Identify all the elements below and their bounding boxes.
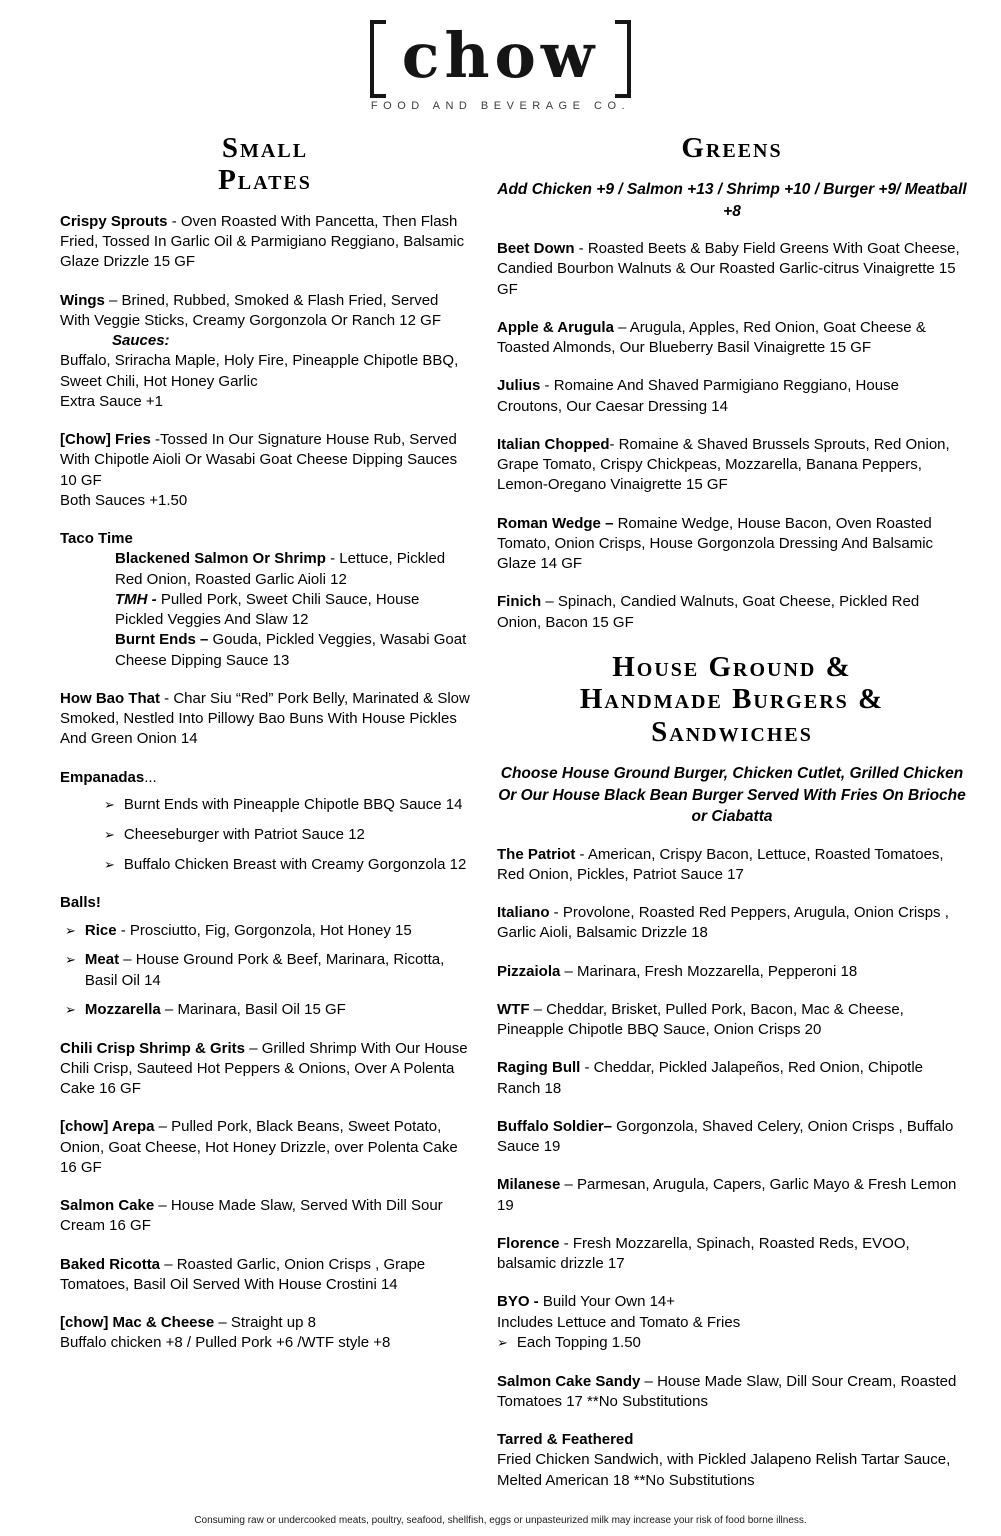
menu-item-line (60, 291, 470, 332)
menu-item-desc: – House Made Slaw, Dill Sour Cream, Roasted Tomatoes 17 **No Substitutions (497, 1372, 957, 1410)
menu-item-name: BYO - (497, 1293, 539, 1311)
menu-item (115, 630, 470, 671)
menu-item (60, 291, 470, 413)
menu-item (497, 514, 967, 575)
menu-item-line (497, 376, 967, 417)
bullet-item-name: Rice (84, 921, 117, 939)
logo-mark (0, 20, 1001, 98)
menu-item-line (497, 514, 967, 575)
menu-item-line (497, 1058, 967, 1099)
menu-item-desc: - Lettuce, Pickled Red Onion, Roasted Garlic Aioli 12 (115, 550, 446, 588)
bullet-item-name: Meat (84, 951, 120, 969)
menu-item-name: Buffalo Soldier– (497, 1117, 613, 1135)
menu-item-line (60, 430, 470, 491)
menu-item-desc: - Provolone, Roasted Red Peppers, Arugula, Onion Crisps , Garlic Aioli, Balsamic Drizzle 18 (497, 904, 949, 942)
menu-item-desc: Build Your Own 14+ (538, 1293, 676, 1311)
bullet-item (104, 825, 470, 846)
menu-item-name: Crispy Sprouts (60, 212, 168, 230)
menu-item (115, 549, 470, 590)
menu-item-subline: Includes Lettuce and Tomato & Fries (497, 1313, 741, 1331)
menu-item-name: [Chow] Fries (60, 431, 151, 449)
menu-item-name: Tarred & Feathered (497, 1431, 634, 1449)
menu-item (497, 376, 967, 417)
menu-item-name: Burnt Ends – (115, 631, 209, 649)
menu-item-line (497, 318, 967, 359)
menu-item (60, 1117, 470, 1178)
section-burgers-sandwiches (497, 651, 967, 1491)
arrow-bullet-icon: ➢ (65, 1001, 76, 1017)
menu-item (60, 529, 470, 671)
menu-item-name: Raging Bull (497, 1059, 581, 1077)
menu-item-name: Italiano (497, 904, 550, 921)
menu-item-subline: Extra Sauce +1 (60, 392, 163, 410)
menu-item-name: Empanadas (60, 768, 145, 786)
bullet-item-name: Mozzarella (84, 1000, 161, 1018)
menu-item-desc: – Straight up 8 (214, 1314, 316, 1332)
logo-word: chow (401, 19, 600, 92)
menu-item (60, 768, 470, 876)
menu-item (497, 1000, 967, 1041)
arrow-bullet-icon: ➢ (104, 856, 115, 872)
menu-item-name: Finich (497, 593, 542, 611)
menu-item (60, 212, 470, 273)
menu-item-name: Italian Chopped (497, 435, 610, 453)
bullet-item-text: Cheeseburger with Patriot Sauce 12 (123, 825, 365, 843)
menu-item-line (497, 1372, 967, 1413)
menu-item (60, 1255, 470, 1296)
menu-item (497, 903, 967, 944)
menu-item-line (497, 1117, 967, 1158)
bullet-item-text (85, 950, 470, 991)
menu-item-name: Milanese (497, 1176, 561, 1194)
menu-item-desc: – Marinara, Fresh Mozzarella, Pepperoni 18 (560, 962, 858, 980)
menu-item-line (497, 435, 967, 496)
bullet-item (65, 950, 470, 991)
menu-item (497, 435, 967, 496)
arrow-bullet-icon: ➢ (65, 952, 76, 968)
menu-item-name: Chili Crisp Shrimp & Grits (60, 1039, 246, 1057)
section-title-line: Small (221, 132, 309, 164)
menu-item-line (60, 768, 470, 788)
bullet-item (104, 795, 470, 816)
menu-item-name: [chow] Mac & Cheese (60, 1314, 215, 1332)
bullet-list (65, 921, 470, 1021)
menu-item-subline (497, 1333, 967, 1354)
bullet-item (65, 921, 470, 942)
menu-item-name: Beet Down (497, 240, 575, 258)
menu-item-name: Baked Ricotta (60, 1255, 161, 1273)
menu-item-desc: Pulled Pork, Sweet Chili Sauce, House Pickled Veggies And Slaw 12 (115, 590, 420, 629)
menu-item (60, 689, 470, 750)
menu-item (497, 962, 967, 982)
section-title-line: Plates (218, 164, 312, 197)
menu-item-line (497, 1234, 967, 1275)
section-title (497, 651, 967, 748)
menu-item-line (497, 592, 967, 633)
menu-item-line (60, 212, 470, 273)
menu-item-desc: ... (144, 768, 157, 786)
footer-disclaimer: Consuming raw or undercooked meats, poultry, seafood, shellfish, eggs or unpasteurized milk may increase your risk of food borne illness. (194, 1514, 807, 1526)
section-note: Choose House Ground Burger, Chicken Cutlet, Grilled Chicken Or Our House Black Bean Burger Served With Fries On Brioche or Ciabatta (498, 765, 966, 826)
menu-item-line (60, 1117, 470, 1178)
menu-item-subline: Both Sauces +1.50 (60, 491, 188, 509)
menu-item-name: Florence (497, 1234, 560, 1252)
bullet-item-text: Buffalo Chicken Breast with Creamy Gorgonzola 12 (123, 855, 467, 873)
menu-item-line (497, 962, 967, 982)
menu-item (497, 1175, 967, 1216)
menu-item-line (60, 1255, 470, 1296)
menu-item-desc: – Parmesan, Arugula, Capers, Garlic Mayo & Fresh Lemon 19 (497, 1176, 957, 1214)
logo-right-bracket-icon (615, 20, 631, 98)
menu-item-desc: Gorgonzola, Shaved Celery, Onion Crisps , Buffalo Sauce 19 (497, 1117, 954, 1155)
bullet-item-desc: – Marinara, Basil Oil 15 GF (160, 1000, 346, 1018)
menu-item (497, 239, 967, 300)
menu-item-desc: – Pulled Pork, Black Beans, Sweet Potato, Onion, Goat Cheese, Hot Honey Drizzle, over Polenta Cake 16 GF (60, 1118, 458, 1176)
menu-item-name: Balls! (60, 894, 101, 912)
menu-item-line (497, 1292, 967, 1312)
section-title-line: Handmade Burgers & (579, 683, 885, 716)
menu-item-line (60, 529, 470, 549)
arrow-bullet-icon: ➢ (65, 922, 76, 938)
bullet-item (104, 855, 470, 876)
bullet-item-desc: - Prosciutto, Fig, Gorgonzola, Hot Honey 15 (116, 921, 412, 939)
menu-item (60, 1039, 470, 1100)
menu-item-desc: – Roasted Garlic, Onion Crisps , Grape Tomatoes, Basil Oil Served With House Crostini 14 (60, 1255, 426, 1293)
menu-item-desc: Romaine Wedge, House Bacon, Oven Roasted Tomato, Onion Crisps, House Gorgonzola Dressing And Balsamic Glaze 14 GF (497, 514, 934, 573)
menu-item-name: Salmon Cake (60, 1197, 155, 1215)
logo-left-bracket-icon (370, 20, 386, 98)
menu-item-line (497, 1430, 967, 1450)
menu-item-subline: Buffalo, Sriracha Maple, Holy Fire, Pineapple Chipotle BBQ, Sweet Chili, Hot Honey Garlic (60, 352, 459, 390)
menu-item-name: Salmon Cake Sandy (497, 1372, 641, 1390)
section-greens (497, 132, 967, 633)
menu-columns (0, 112, 1001, 1509)
menu-item-desc: – Arugula, Apples, Red Onion, Goat Cheese & Toasted Almonds, Our Blueberry Basil Vinaigrette 15 GF (497, 318, 926, 357)
menu-item (497, 592, 967, 633)
menu-item-desc: – Brined, Rubbed, Smoked & Flash Fried, Served With Veggie Sticks, Creamy Gorgonzola Or Ranch 12 GF (60, 291, 441, 329)
menu-item-subline: Fried Chicken Sandwich, with Pickled Jalapeno Relish Tartar Sauce, Melted American 18 **No Substitutions (497, 1451, 951, 1489)
bullet-item-desc: – House Ground Pork & Beef, Marinara, Ricotta, Basil Oil 14 (84, 951, 445, 989)
menu-item-desc: - Fresh Mozzarella, Spinach, Roasted Reds, EVOO, balsamic drizzle 17 (497, 1234, 910, 1272)
menu-item-desc: – Spinach, Candied Walnuts, Goat Cheese, Pickled Red Onion, Bacon 15 GF (497, 593, 920, 631)
menu-item-line (115, 590, 470, 631)
menu-item (115, 590, 470, 631)
menu-item-name: Pizzaiola (497, 962, 561, 980)
menu-item (497, 1234, 967, 1275)
menu-item-line (497, 239, 967, 300)
menu-item-desc: – Cheddar, Brisket, Pulled Pork, Bacon, Mac & Cheese, Pineapple Chipotle BBQ Sauce, Onion Crisps 20 (497, 1000, 904, 1038)
bullet-list (104, 795, 470, 875)
section-title-line: Greens (681, 132, 783, 164)
menu-item-line (60, 893, 470, 913)
menu-item-name: [chow] Arepa (60, 1118, 155, 1136)
section-note: Add Chicken +9 / Salmon +13 / Shrimp +10 / Burger +9/ Meatball +8 (497, 181, 967, 220)
menu-item-desc: - Romaine & Shaved Brussels Sprouts, Red Onion, Grape Tomato, Crispy Chickpeas, Mozzarella, Banana Peppers, Lemon-Oregano Vinaigrette 15 GF (497, 435, 950, 494)
menu-item (497, 1430, 967, 1491)
bullet-item-text (85, 1000, 346, 1020)
menu-item-desc: - Oven Roasted With Pancetta, Then Flash Fried, Tossed In Garlic Oil & Parmigiano Reggiano, Balsamic Glaze Drizzle 15 GF (60, 212, 465, 271)
menu-item-line (60, 1196, 470, 1237)
section-title-line: House Ground & (612, 650, 852, 683)
menu-item (60, 893, 470, 1020)
arrow-bullet-icon: ➢ (104, 796, 115, 812)
menu-item-desc: – House Made Slaw, Served With Dill Sour Cream 16 GF (60, 1197, 443, 1235)
menu-item-name: Roman Wedge – (497, 514, 614, 532)
menu-item-line (60, 1313, 470, 1333)
menu-item-desc: – Grilled Shrimp With Our House Chili Crisp, Sauteed Hot Peppers & Onions, Over A Polenta Cake 16 GF (60, 1039, 468, 1098)
bullet-item-text: Burnt Ends with Pineapple Chipotle BBQ Sauce 14 (123, 795, 463, 813)
menu-item-name: Julius (497, 377, 541, 395)
menu-item-desc: -Tossed In Our Signature House Rub, Served With Chipotle Aioli Or Wasabi Goat Cheese Dipping Sauces 10 GF (60, 431, 458, 489)
section-title-line: Sandwiches (651, 715, 813, 748)
menu-item-desc: - Cheddar, Pickled Jalapeños, Red Onion, Chipotle Ranch 18 (497, 1059, 924, 1097)
menu-item-line (115, 630, 470, 671)
menu-item-name: Blackened Salmon Or Shrimp (115, 550, 326, 568)
bullet-item-text (85, 921, 412, 941)
menu-item-line (497, 1000, 967, 1041)
arrow-bullet-icon: ➢ (497, 1334, 508, 1350)
menu-item-line (497, 1175, 967, 1216)
menu-item (60, 430, 470, 511)
restaurant-logo (0, 20, 1001, 112)
menu-item-desc: - American, Crispy Bacon, Lettuce, Roasted Tomatoes, Red Onion, Pickles, Patriot Sauce 17 (497, 845, 944, 883)
bullet-item (65, 1000, 470, 1021)
menu-item-name: How Bao That (60, 689, 160, 707)
menu-item (497, 845, 967, 886)
menu-subitems (115, 549, 470, 671)
menu-item-line (497, 845, 967, 886)
section-title (497, 132, 967, 164)
menu-item (60, 1313, 470, 1354)
menu-item-name: WTF (497, 1000, 530, 1018)
menu-item-subline: Buffalo chicken +8 / Pulled Pork +6 /WTF style +8 (60, 1334, 391, 1352)
menu-item (497, 1117, 967, 1158)
column-small-plates (60, 132, 470, 1372)
menu-item-line (60, 1039, 470, 1100)
menu-item (497, 1058, 967, 1099)
menu-item-name: The Patriot (497, 845, 576, 863)
menu-item-desc: - Roasted Beets & Baby Field Greens With Goat Cheese, Candied Bourbon Walnuts & Our Roasted Garlic-citrus Vinaigrette 15 GF (497, 240, 960, 298)
menu-item (497, 318, 967, 359)
menu-item-name: TMH - (115, 590, 157, 608)
section-small-plates (60, 132, 470, 1354)
menu-item-name: Apple & Arugula (497, 318, 614, 336)
menu-item-line (497, 903, 967, 944)
menu-item-line (60, 689, 470, 750)
section-title (60, 132, 470, 197)
menu-item (497, 1372, 967, 1413)
column-greens-and-sandwiches (497, 132, 967, 1509)
menu-item-desc: - Romaine And Shaved Parmigiano Reggiano, House Croutons, Our Caesar Dressing 14 (497, 377, 899, 415)
menu-item-subline-text: Each Topping 1.50 (516, 1333, 641, 1351)
menu-item (497, 1292, 967, 1353)
menu-item-desc: Gouda, Pickled Veggies, Wasabi Goat Cheese Dipping Sauce 13 (115, 631, 467, 669)
menu-item-desc: - Char Siu “Red” Pork Belly, Marinated & Slow Smoked, Nestled Into Pillowy Bao Buns With House Pickles And Green Onion 14 (60, 689, 470, 748)
menu-item (60, 1196, 470, 1237)
menu-item-name: Taco Time (60, 530, 133, 548)
menu-item-line (115, 549, 470, 590)
logo-subtitle: FOOD AND BEVERAGE CO. (370, 100, 631, 112)
menu-item-subline: Sauces: (112, 332, 170, 350)
arrow-bullet-icon: ➢ (104, 826, 115, 842)
menu-item-name: Wings (60, 291, 105, 309)
